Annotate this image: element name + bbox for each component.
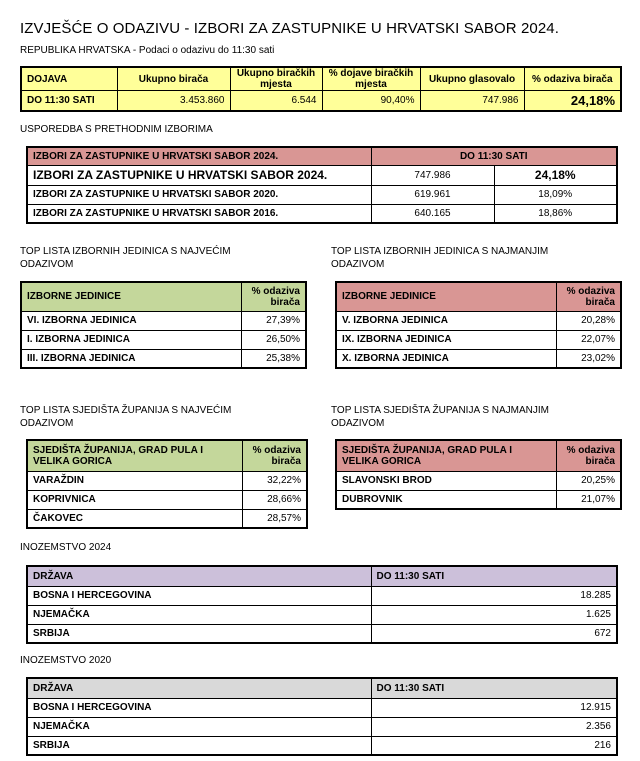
page-title: IZVJEŠĆE O ODAZIVU - IZBORI ZA ZASTUPNIKE U HRVATSKI SABOR 2024. (20, 20, 560, 37)
seats-high-row (27, 509, 307, 528)
abroad-2020-row-value: 12.915 (371, 698, 617, 717)
abroad-2020-header-row (27, 678, 617, 698)
units-low-row-pct: 20,28% (556, 311, 621, 330)
comparison-section-title: USPOREDBA S PRETHODNIM IZBORIMA (20, 124, 213, 135)
abroad-2024-row-country: NJEMAČKA (27, 605, 371, 624)
seats-high-row (27, 471, 307, 490)
seats-high-row-pct: 32,22% (242, 471, 307, 490)
comparison-row-label: IZBORI ZA ZASTUPNIKE U HRVATSKI SABOR 2020. (27, 185, 371, 204)
units-high-row-pct: 25,38% (241, 349, 306, 368)
seats-low-row-name: DUBROVNIK (336, 490, 556, 509)
comparison-table (26, 146, 618, 224)
units-low-row-pct: 23,02% (556, 349, 621, 368)
summary-header-voters: Ukupno birača (117, 67, 230, 91)
comparison-row (27, 185, 617, 204)
abroad-2020-row-value: 216 (371, 736, 617, 755)
units-high-row-name: I. IZBORNA JEDINICA (21, 330, 241, 349)
summary-table (20, 66, 622, 112)
comparison-row (27, 204, 617, 223)
abroad-2024-section-title: INOZEMSTVO 2024 (20, 542, 112, 553)
units-high-row-pct: 26,50% (241, 330, 306, 349)
abroad-2024-row (27, 624, 617, 643)
comparison-header-time: DO 11:30 SATI (371, 147, 617, 165)
abroad-2020-section-title: INOZEMSTVO 2020 (20, 655, 112, 666)
units-high-row (21, 330, 306, 349)
seats-high-table (26, 439, 308, 529)
summary-cell-time: DO 11:30 SATI (21, 91, 117, 111)
summary-cell-report-pct: 90,40% (322, 91, 420, 111)
units-low-row (336, 330, 621, 349)
seats-high-row (27, 490, 307, 509)
abroad-2020-table (26, 677, 618, 756)
summary-header-dojava: DOJAVA (21, 67, 117, 91)
units-high-section-title: TOP LISTA IZBORNIH JEDINICA S NAJVEĆIM ODAZIVOM (20, 246, 231, 270)
comparison-row-label: IZBORI ZA ZASTUPNIKE U HRVATSKI SABOR 2024. (27, 165, 371, 185)
units-high-header-row (21, 282, 306, 311)
seats-low-table (335, 439, 622, 510)
abroad-2024-row (27, 586, 617, 605)
seats-low-header-row (336, 440, 621, 471)
summary-header-row (21, 67, 621, 91)
summary-data-row (21, 91, 621, 111)
comparison-row (27, 165, 617, 185)
units-low-header-pct: % odaziva birača (556, 282, 621, 311)
abroad-2024-row (27, 605, 617, 624)
seats-low-row (336, 471, 621, 490)
summary-cell-voters: 3.453.860 (117, 91, 230, 111)
seats-high-row-name: ČAKOVEC (27, 509, 242, 528)
abroad-2024-row-value: 18.285 (371, 586, 617, 605)
abroad-2024-table (26, 565, 618, 644)
units-high-row (21, 311, 306, 330)
units-low-row-pct: 22,07% (556, 330, 621, 349)
units-low-section-title: TOP LISTA IZBORNIH JEDINICA S NAJMANJIM ODAZIVOM (331, 246, 549, 270)
summary-header-polling-stations: Ukupno biračkih mjesta (230, 67, 322, 91)
comparison-row-count: 619.961 (371, 185, 494, 204)
abroad-2020-row-value: 2.356 (371, 717, 617, 736)
seats-low-header-pct: % odaziva birača (556, 440, 621, 471)
units-high-row-name: III. IZBORNA JEDINICA (21, 349, 241, 368)
abroad-2020-row (27, 717, 617, 736)
seats-high-header-name: SJEDIŠTA ŽUPANIJA, GRAD PULA I VELIKA GORICA (27, 440, 242, 471)
abroad-2020-row (27, 736, 617, 755)
units-high-row-name: VI. IZBORNA JEDINICA (21, 311, 241, 330)
abroad-2024-header-row (27, 566, 617, 586)
page-subtitle: REPUBLIKA HRVATSKA - Podaci o odazivu do 11:30 sati (20, 45, 275, 56)
units-high-row-pct: 27,39% (241, 311, 306, 330)
seats-high-header-pct: % odaziva birača (242, 440, 307, 471)
seats-low-row-name: SLAVONSKI BROD (336, 471, 556, 490)
units-low-row-name: IX. IZBORNA JEDINICA (336, 330, 556, 349)
seats-high-row-name: KOPRIVNICA (27, 490, 242, 509)
abroad-2020-row-country: NJEMAČKA (27, 717, 371, 736)
units-low-row-name: X. IZBORNA JEDINICA (336, 349, 556, 368)
abroad-2020-header-country: DRŽAVA (27, 678, 371, 698)
seats-high-header-row (27, 440, 307, 471)
units-low-table (335, 281, 622, 369)
seats-low-row-pct: 20,25% (556, 471, 621, 490)
summary-header-total-voted: Ukupno glasovalo (420, 67, 524, 91)
seats-high-row-pct: 28,66% (242, 490, 307, 509)
comparison-row-count: 747.986 (371, 165, 494, 185)
seats-low-row (336, 490, 621, 509)
units-low-row (336, 349, 621, 368)
abroad-2020-row (27, 698, 617, 717)
units-high-row (21, 349, 306, 368)
summary-header-report-pct: % dojave biračkih mjesta (322, 67, 420, 91)
units-low-row (336, 311, 621, 330)
abroad-2024-row-value: 1.625 (371, 605, 617, 624)
summary-cell-turnout-pct: 24,18% (524, 91, 621, 111)
comparison-row-pct: 24,18% (494, 165, 617, 185)
comparison-row-label: IZBORI ZA ZASTUPNIKE U HRVATSKI SABOR 2016. (27, 204, 371, 223)
comparison-header-label: IZBORI ZA ZASTUPNIKE U HRVATSKI SABOR 2024. (27, 147, 371, 165)
seats-high-row-name: VARAŽDIN (27, 471, 242, 490)
units-high-header-name: IZBORNE JEDINICE (21, 282, 241, 311)
seats-low-section-title: TOP LISTA SJEDIŠTA ŽUPANIJA S NAJMANJIM ODAZIVOM (331, 405, 550, 429)
abroad-2020-row-country: BOSNA I HERCEGOVINA (27, 698, 371, 717)
units-high-table (20, 281, 307, 369)
abroad-2024-row-country: BOSNA I HERCEGOVINA (27, 586, 371, 605)
units-high-header-pct: % odaziva birača (241, 282, 306, 311)
summary-cell-total-voted: 747.986 (420, 91, 524, 111)
comparison-header-row (27, 147, 617, 165)
abroad-2024-header-country: DRŽAVA (27, 566, 371, 586)
abroad-2024-row-country: SRBIJA (27, 624, 371, 643)
comparison-row-pct: 18,09% (494, 185, 617, 204)
abroad-2024-header-time: DO 11:30 SATI (371, 566, 617, 586)
abroad-2020-header-time: DO 11:30 SATI (371, 678, 617, 698)
summary-cell-polling-stations: 6.544 (230, 91, 322, 111)
comparison-row-pct: 18,86% (494, 204, 617, 223)
units-low-header-row (336, 282, 621, 311)
units-low-row-name: V. IZBORNA JEDINICA (336, 311, 556, 330)
units-low-header-name: IZBORNE JEDINICE (336, 282, 556, 311)
abroad-2024-row-value: 672 (371, 624, 617, 643)
seats-high-row-pct: 28,57% (242, 509, 307, 528)
seats-low-row-pct: 21,07% (556, 490, 621, 509)
comparison-row-count: 640.165 (371, 204, 494, 223)
summary-header-turnout-pct: % odaziva birača (524, 67, 621, 91)
abroad-2020-row-country: SRBIJA (27, 736, 371, 755)
seats-high-section-title: TOP LISTA SJEDIŠTA ŽUPANIJA S NAJVEĆIM ODAZIVOM (20, 405, 232, 429)
seats-low-header-name: SJEDIŠTA ŽUPANIJA, GRAD PULA I VELIKA GORICA (336, 440, 556, 471)
